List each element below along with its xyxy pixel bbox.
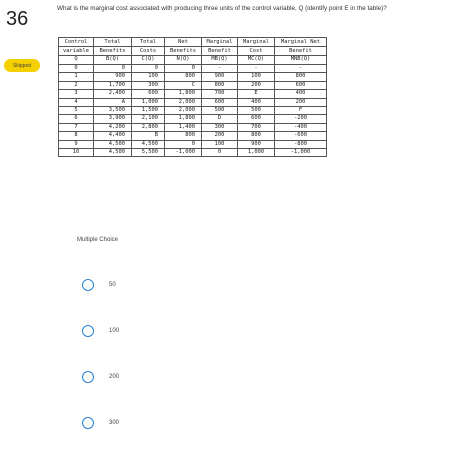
- table-cell: 800: [165, 132, 202, 140]
- table-cell: 4,500: [132, 140, 165, 148]
- table-cell: -1,000: [165, 149, 202, 157]
- table-cell: 5,500: [132, 149, 165, 157]
- table-cell: 4,500: [94, 149, 132, 157]
- header-cell: Benefit: [202, 47, 238, 56]
- symbol-cell: MC(Q): [238, 56, 275, 65]
- table-cell: 300: [202, 123, 238, 131]
- table-cell: 600: [275, 81, 327, 89]
- table-cell: -: [275, 65, 327, 73]
- table-cell: 4,500: [94, 140, 132, 148]
- table-cell: 400: [238, 98, 275, 106]
- table-cell: 700: [238, 123, 275, 131]
- table-row: [59, 65, 327, 73]
- table-cell: 0: [165, 140, 202, 148]
- table-cell: 1: [59, 73, 94, 81]
- table-cell: 800: [238, 132, 275, 140]
- table-cell: 200: [238, 81, 275, 89]
- table-cell: 1,400: [165, 123, 202, 131]
- table-cell: 500: [202, 107, 238, 115]
- table-row: [59, 107, 327, 115]
- table-row: [59, 115, 327, 123]
- table-cell: 900: [202, 73, 238, 81]
- radio-button-icon[interactable]: [82, 371, 94, 383]
- table-cell: A: [94, 98, 132, 106]
- table-cell: 5: [59, 107, 94, 115]
- symbol-cell: Q: [59, 56, 94, 65]
- table-cell: 7: [59, 123, 94, 131]
- radio-button-icon[interactable]: [82, 417, 94, 429]
- symbol-row: [59, 56, 327, 65]
- header-cell: Total: [94, 38, 132, 47]
- question-text: What is the marginal cost associated with producing three units of the control variable, Q (identify point E in the table)?: [57, 5, 387, 12]
- table-cell: 400: [275, 90, 327, 98]
- symbol-cell: N(Q): [165, 56, 202, 65]
- radio-button-icon[interactable]: [82, 325, 94, 337]
- table-cell: -1,000: [275, 149, 327, 157]
- header-cell: Marginal: [202, 38, 238, 47]
- data-table: [58, 37, 327, 157]
- table-cell: 0: [202, 149, 238, 157]
- table-cell: 300: [132, 81, 165, 89]
- table-cell: 600: [132, 90, 165, 98]
- table-row: [59, 81, 327, 89]
- symbol-cell: B(Q): [94, 56, 132, 65]
- table-cell: F: [275, 107, 327, 115]
- table-row: [59, 98, 327, 106]
- table-cell: 6: [59, 115, 94, 123]
- option-3[interactable]: [82, 369, 119, 385]
- option-1[interactable]: [82, 277, 116, 293]
- table-cell: 1,500: [132, 107, 165, 115]
- table-cell: 0: [59, 65, 94, 73]
- table-cell: 1,700: [94, 81, 132, 89]
- table-cell: 3,900: [94, 115, 132, 123]
- table-cell: 2,800: [132, 123, 165, 131]
- table-cell: 2,400: [94, 90, 132, 98]
- table-row: [59, 140, 327, 148]
- header-cell: Marginal: [238, 38, 275, 47]
- table-cell: 0: [165, 65, 202, 73]
- header-cell: Net: [165, 38, 202, 47]
- status-badge: Skipped: [4, 59, 40, 72]
- table-row: [59, 132, 327, 140]
- header-cell: Benefits: [94, 47, 132, 56]
- question-number: 36: [6, 8, 29, 30]
- table-cell: 600: [202, 98, 238, 106]
- table-cell: 1,000: [238, 149, 275, 157]
- table-body: [59, 56, 327, 157]
- option-2[interactable]: [82, 323, 119, 339]
- table-cell: 3: [59, 90, 94, 98]
- table-cell: 800: [275, 73, 327, 81]
- table-row: [59, 149, 327, 157]
- table-cell: 1,000: [132, 98, 165, 106]
- table-cell: D: [202, 115, 238, 123]
- option-4[interactable]: [82, 415, 119, 431]
- table-cell: 0: [132, 65, 165, 73]
- table-cell: 900: [94, 73, 132, 81]
- header-cell: Cost: [238, 47, 275, 56]
- radio-button-icon[interactable]: [82, 279, 94, 291]
- table-cell: 8: [59, 132, 94, 140]
- table-cell: 2,000: [165, 107, 202, 115]
- table-cell: -800: [275, 140, 327, 148]
- table-cell: -: [202, 65, 238, 73]
- symbol-cell: MB(Q): [202, 56, 238, 65]
- table-cell: 4: [59, 98, 94, 106]
- table-row: [59, 90, 327, 98]
- table-cell: 10: [59, 149, 94, 157]
- header-cell: variable: [59, 47, 94, 56]
- table-cell: C: [165, 81, 202, 89]
- table-cell: 500: [238, 107, 275, 115]
- option-label: 200: [109, 374, 120, 380]
- header-cell: Benefit: [275, 47, 327, 56]
- table-cell: -400: [275, 123, 327, 131]
- symbol-cell: C(Q): [132, 56, 165, 65]
- table-cell: -600: [275, 132, 327, 140]
- table-cell: 9: [59, 140, 94, 148]
- table-cell: 900: [238, 140, 275, 148]
- header-cell: Benefits: [165, 47, 202, 56]
- table-cell: 100: [132, 73, 165, 81]
- option-label: 300: [109, 420, 120, 426]
- header-cell: Control: [59, 38, 94, 47]
- table-cell: 200: [275, 98, 327, 106]
- table-cell: -: [238, 65, 275, 73]
- table-cell: 2: [59, 81, 94, 89]
- table-row: [59, 73, 327, 81]
- table-cell: 0: [94, 65, 132, 73]
- table-cell: 4,400: [94, 132, 132, 140]
- table-cell: 100: [238, 73, 275, 81]
- table-cell: 2,000: [165, 98, 202, 106]
- table-cell: 100: [202, 140, 238, 148]
- table-cell: 200: [202, 132, 238, 140]
- table-row: [59, 123, 327, 131]
- table-cell: 700: [202, 90, 238, 98]
- table-cell: 1,800: [165, 90, 202, 98]
- table-cell: -200: [275, 115, 327, 123]
- table-cell: B: [132, 132, 165, 140]
- table-cell: 3,500: [94, 107, 132, 115]
- header-cell: Costs: [132, 47, 165, 56]
- table-cell: 4,200: [94, 123, 132, 131]
- table-cell: 1,800: [165, 115, 202, 123]
- table-cell: 600: [238, 115, 275, 123]
- symbol-cell: MNB(Q): [275, 56, 327, 65]
- option-label: 50: [109, 282, 116, 288]
- option-label: 100: [109, 328, 120, 334]
- header-cell: Total: [132, 38, 165, 47]
- header-cell: Marginal Net: [275, 38, 327, 47]
- table-cell: 800: [202, 81, 238, 89]
- table-header: [59, 38, 327, 56]
- table-cell: E: [238, 90, 275, 98]
- table-cell: 2,100: [132, 115, 165, 123]
- table-cell: 800: [165, 73, 202, 81]
- multiple-choice-label: Multiple Choice: [77, 237, 119, 243]
